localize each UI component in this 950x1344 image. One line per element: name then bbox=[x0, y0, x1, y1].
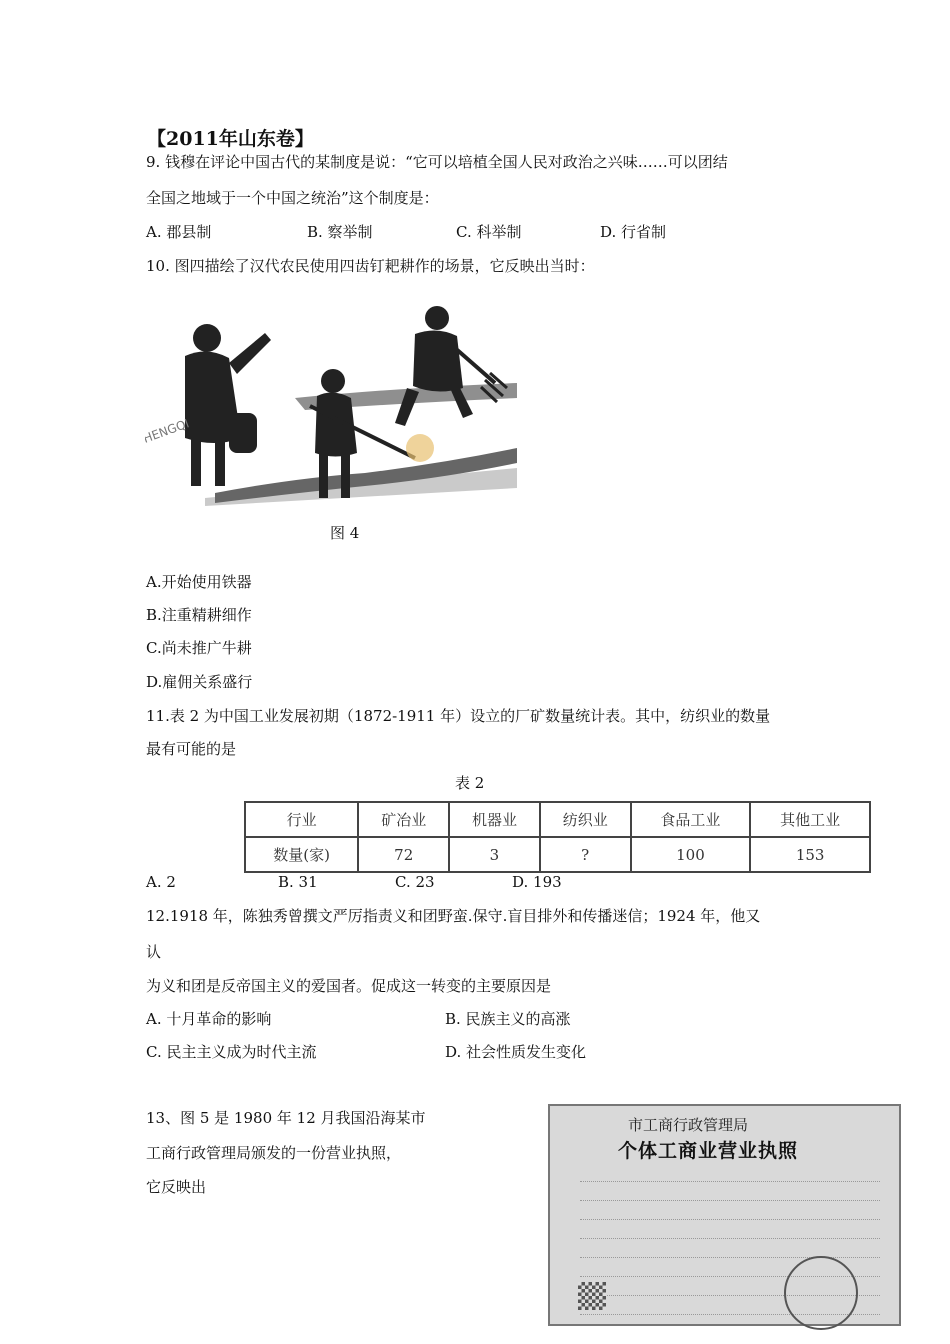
q10-option-d: D.雇佣关系盛行 bbox=[146, 673, 253, 691]
table-header-cell: 矿冶业 bbox=[358, 802, 449, 837]
table-cell: 100 bbox=[631, 837, 751, 872]
official-seal-icon bbox=[784, 1256, 858, 1330]
q11-stem-line2: 最有可能的是 bbox=[146, 740, 237, 758]
q12-option-c: C. 民主主义成为时代主流 bbox=[146, 1043, 317, 1061]
q9-option-d: D. 行省制 bbox=[600, 223, 667, 241]
q11-option-a: A. 2 bbox=[146, 873, 176, 891]
q12-stem-line2: 认 bbox=[146, 943, 162, 961]
q10-option-c: C.尚未推广牛耕 bbox=[146, 639, 252, 657]
q12-option-d: D. 社会性质发生变化 bbox=[445, 1043, 587, 1061]
q9-stem-line2: 全国之地域于一个中国之统治”这个制度是： bbox=[146, 189, 439, 207]
table-header-cell: 机器业 bbox=[449, 802, 540, 837]
q13-stem-line1: 13、图 5 是 1980 年 12 月我国沿海某市 bbox=[146, 1109, 426, 1127]
table-header-cell: 纺织业 bbox=[540, 802, 631, 837]
q9-option-c: C. 科举制 bbox=[456, 223, 522, 241]
q9-option-a: A. 郡县制 bbox=[146, 223, 212, 241]
svg-text:HENGQI: HENGQI bbox=[145, 416, 192, 446]
han-farmers-illustration bbox=[145, 288, 520, 538]
table-cell: 153 bbox=[750, 837, 870, 872]
q12-stem-line3: 为义和团是反帝国主义的爱国者。促成这一转变的主要原因是 bbox=[146, 977, 552, 995]
q9-option-b: B. 察举制 bbox=[307, 223, 373, 241]
q12-option-a: A. 十月革命的影响 bbox=[146, 1010, 272, 1028]
q10-stem: 10. 图四描绘了汉代农民使用四齿钉耙耕作的场景，它反映出当时： bbox=[146, 257, 595, 275]
han-farmers-figure bbox=[145, 288, 520, 538]
table-2-caption: 表 2 bbox=[455, 774, 485, 792]
q13-stem-line2: 工商行政管理局颁发的一份营业执照， bbox=[146, 1144, 402, 1162]
q11-option-b: B. 31 bbox=[278, 873, 318, 891]
q9-stem-line1: 9. 钱穆在评论中国古代的某制度是说：“它可以培植全国人民对政治之兴味……可以团结 bbox=[146, 153, 728, 171]
q11-option-c: C. 23 bbox=[395, 873, 435, 891]
q13-stem-line3: 它反映出 bbox=[146, 1178, 207, 1196]
business-license-image bbox=[548, 1104, 901, 1326]
table-header-cell: 食品工业 bbox=[631, 802, 751, 837]
table-header-cell: 行业 bbox=[245, 802, 358, 837]
license-authority-line: 市工商行政管理局 bbox=[628, 1116, 749, 1134]
table-header-row bbox=[245, 802, 870, 837]
table-cell: 数量(家) bbox=[245, 837, 358, 872]
figure-4-caption: 图 4 bbox=[330, 524, 360, 542]
q10-option-a: A.开始使用铁器 bbox=[146, 573, 252, 591]
factory-count-table bbox=[244, 801, 871, 873]
license-pattern-icon bbox=[578, 1282, 606, 1310]
q10-option-b: B.注重精耕细作 bbox=[146, 606, 252, 624]
table-row bbox=[245, 837, 870, 872]
table-cell: 3 bbox=[449, 837, 540, 872]
table-cell: 72 bbox=[358, 837, 449, 872]
table-header-cell: 其他工业 bbox=[750, 802, 870, 837]
license-title: 个体工商业营业执照 bbox=[618, 1140, 799, 1162]
q11-option-d: D. 193 bbox=[512, 873, 562, 891]
table-cell: ? bbox=[540, 837, 631, 872]
q11-stem-line1: 11.表 2 为中国工业发展初期（1872-1911 年）设立的厂矿数量统计表。其中，纺织业的数量 bbox=[146, 707, 771, 725]
q12-option-b: B. 民族主义的高涨 bbox=[445, 1010, 571, 1028]
page-title: 【2011年山东卷】 bbox=[147, 128, 314, 150]
q12-stem-line1: 12.1918 年，陈独秀曾撰文严厉指责义和团野蛮.保守.盲目排外和传播迷信；1924 年，他又 bbox=[146, 907, 761, 925]
